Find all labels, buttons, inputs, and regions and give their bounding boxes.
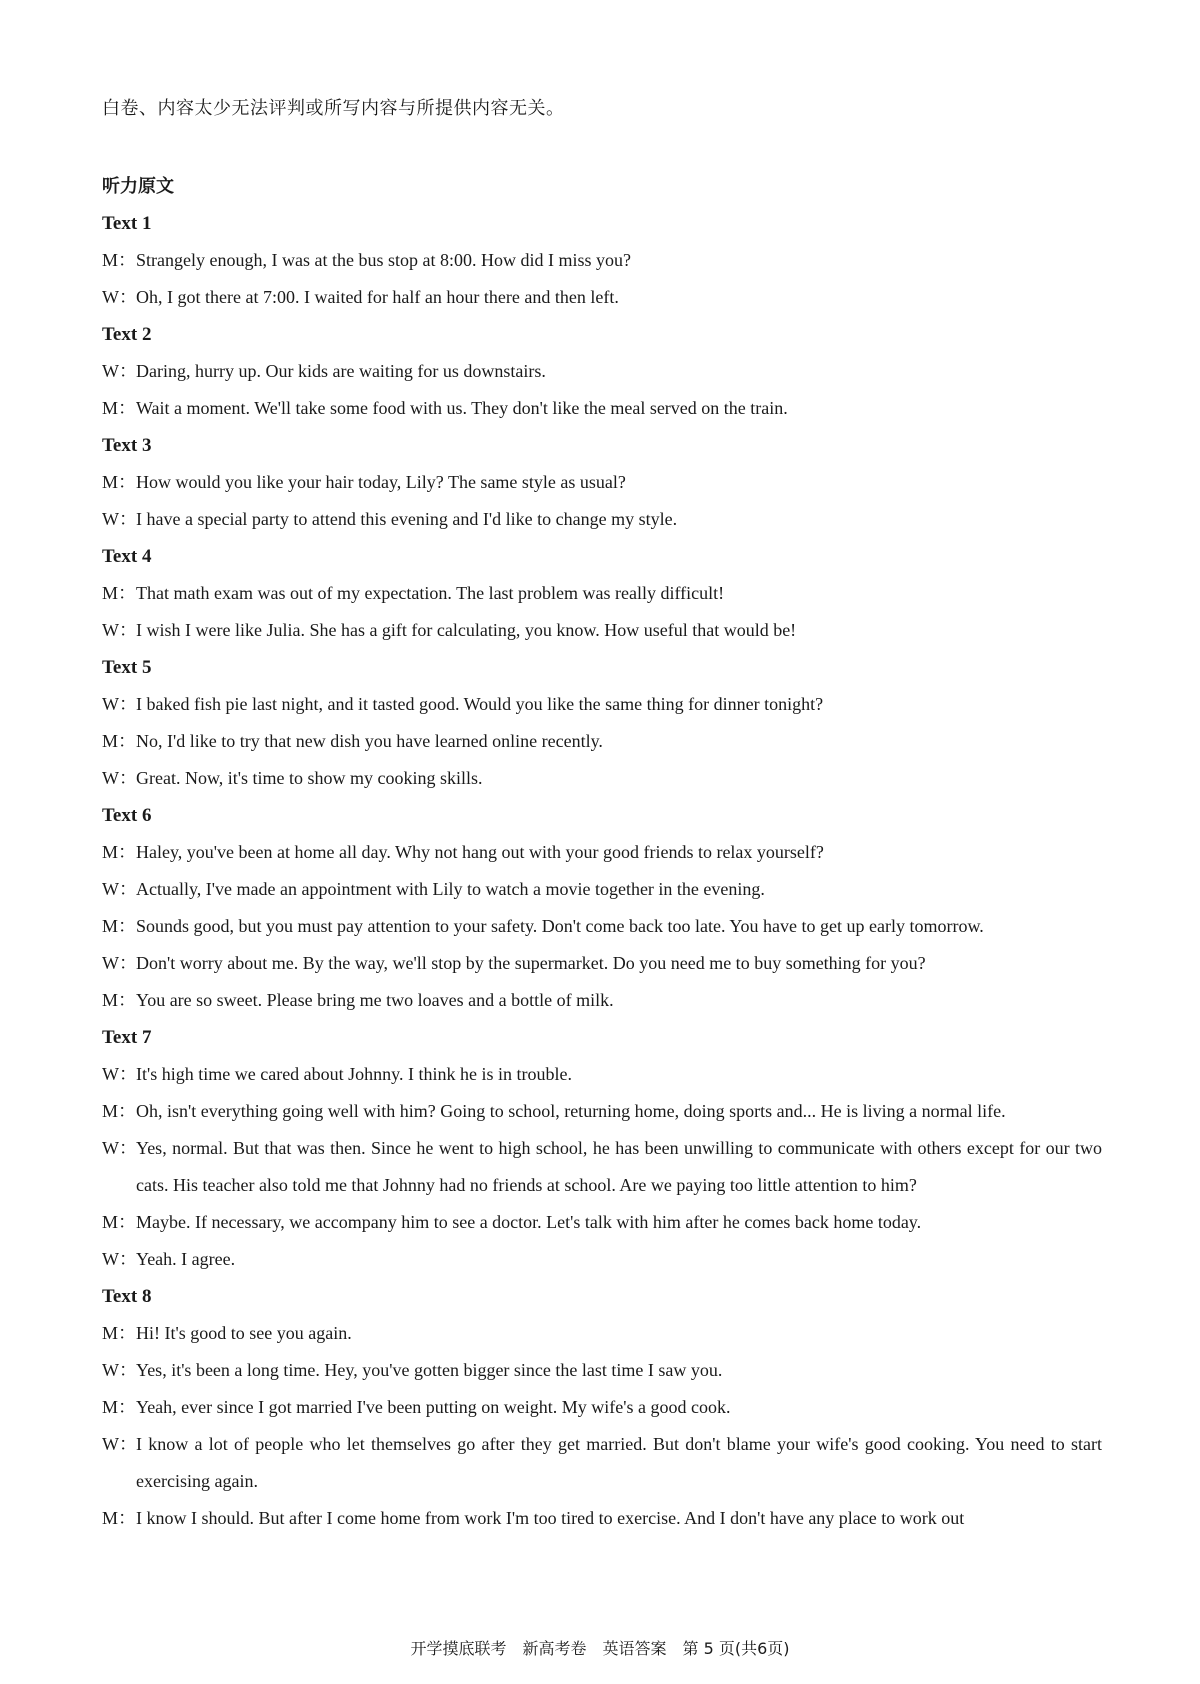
speaker-label: W： bbox=[102, 1249, 137, 1269]
dialogue-line bbox=[102, 945, 1102, 982]
dialogue-line bbox=[102, 353, 1102, 390]
utterance-text: Wait a moment. We'll take some food with us. They don't like the meal served on the train. bbox=[136, 398, 788, 418]
speaker-label: W： bbox=[102, 1360, 137, 1380]
utterance-text: Sounds good, but you must pay attention to your safety. Don't come back too late. You have to get up early tomorrow. bbox=[136, 916, 984, 936]
utterance-text: Actually, I've made an appointment with Lily to watch a movie together in the evening. bbox=[136, 879, 765, 899]
dialogue-line bbox=[102, 1500, 1102, 1537]
intro-line: 白卷、内容太少无法评判或所写内容与所提供内容无关。 bbox=[102, 98, 565, 119]
utterance-text: Don't worry about me. By the way, we'll stop by the supermarket. Do you need me to buy something for you? bbox=[136, 953, 926, 973]
dialogue-line bbox=[102, 871, 1102, 908]
utterance-text: I have a special party to attend this evening and I'd like to change my style. bbox=[136, 509, 678, 529]
text-heading: Text 5 bbox=[102, 657, 152, 678]
speaker-label: M： bbox=[102, 1323, 137, 1343]
utterance-text: Strangely enough, I was at the bus stop at 8:00. How did I miss you? bbox=[136, 250, 631, 270]
speaker-label: W： bbox=[102, 694, 137, 714]
dialogue-line bbox=[102, 982, 1102, 1019]
dialogue-line bbox=[102, 279, 1102, 316]
utterance-text: Great. Now, it's time to show my cooking skills. bbox=[136, 768, 483, 788]
speaker-label: W： bbox=[102, 768, 137, 788]
speaker-label: M： bbox=[102, 916, 137, 936]
dialogue-line bbox=[102, 1241, 1102, 1278]
dialogue-line bbox=[102, 760, 1102, 797]
text-heading: Text 3 bbox=[102, 435, 152, 456]
dialogue-line bbox=[102, 1426, 1102, 1500]
utterance-text: Hi! It's good to see you again. bbox=[136, 1323, 352, 1343]
dialogue-line bbox=[102, 723, 1102, 760]
utterance-text: Haley, you've been at home all day. Why not hang out with your good friends to relax yourself? bbox=[136, 842, 824, 862]
speaker-label: W： bbox=[102, 509, 137, 529]
utterance-text: I know a lot of people who let themselves go after they get married. But don't blame your wife's good cooking. You need to start exercising again. bbox=[136, 1434, 1102, 1491]
utterance-text: Daring, hurry up. Our kids are waiting for us downstairs. bbox=[136, 361, 546, 381]
speaker-label: W： bbox=[102, 620, 137, 640]
dialogue-line bbox=[102, 1204, 1102, 1241]
dialogue-line bbox=[102, 908, 1102, 945]
utterance-text: Maybe. If necessary, we accompany him to see a doctor. Let's talk with him after he comes back home today. bbox=[136, 1212, 922, 1232]
speaker-label: W： bbox=[102, 1434, 137, 1454]
speaker-label: M： bbox=[102, 472, 137, 492]
utterance-text: You are so sweet. Please bring me two loaves and a bottle of milk. bbox=[136, 990, 614, 1010]
speaker-label: W： bbox=[102, 1138, 137, 1158]
text-heading: Text 8 bbox=[102, 1286, 152, 1307]
dialogue-line bbox=[102, 1352, 1102, 1389]
speaker-label: W： bbox=[102, 287, 137, 307]
text-heading: Text 7 bbox=[102, 1027, 152, 1048]
utterance-text: I know I should. But after I come home from work I'm too tired to exercise. And I don't have any place to work out bbox=[136, 1508, 965, 1528]
dialogue-line bbox=[102, 1056, 1102, 1093]
utterance-text: That math exam was out of my expectation. The last problem was really difficult! bbox=[136, 583, 725, 603]
utterance-text: Yes, normal. But that was then. Since he went to high school, he has been unwilling to communicate with others except for our two cats. His teacher also told me that Johnny had no friends at school. Are we paying too little attention to him? bbox=[136, 1138, 1102, 1195]
speaker-label: W： bbox=[102, 879, 137, 899]
speaker-label: M： bbox=[102, 398, 137, 418]
page-footer: 开学摸底联考 新高考卷 英语答案 第 5 页(共6页) bbox=[410, 1639, 790, 1658]
text-heading: Text 6 bbox=[102, 805, 152, 826]
utterance-text: It's high time we cared about Johnny. I think he is in trouble. bbox=[136, 1064, 572, 1084]
speaker-label: W： bbox=[102, 361, 137, 381]
utterance-text: Yes, it's been a long time. Hey, you've gotten bigger since the last time I saw you. bbox=[136, 1360, 723, 1380]
utterance-text: Oh, I got there at 7:00. I waited for half an hour there and then left. bbox=[136, 287, 619, 307]
utterance-text: Oh, isn't everything going well with him? Going to school, returning home, doing sports and... He is living a normal life. bbox=[136, 1101, 1006, 1121]
dialogue-line bbox=[102, 464, 1102, 501]
section-title: 听力原文 bbox=[102, 176, 174, 197]
dialogue-line bbox=[102, 242, 1102, 279]
speaker-label: M： bbox=[102, 990, 137, 1010]
utterance-text: No, I'd like to try that new dish you have learned online recently. bbox=[136, 731, 603, 751]
dialogue-line bbox=[102, 834, 1102, 871]
speaker-label: M： bbox=[102, 1101, 137, 1121]
dialogue-line bbox=[102, 501, 1102, 538]
speaker-label: M： bbox=[102, 583, 137, 603]
speaker-label: M： bbox=[102, 731, 137, 751]
speaker-label: M： bbox=[102, 842, 137, 862]
text-heading: Text 2 bbox=[102, 324, 152, 345]
speaker-label: M： bbox=[102, 250, 137, 270]
text-heading: Text 1 bbox=[102, 213, 152, 234]
utterance-text: I wish I were like Julia. She has a gift for calculating, you know. How useful that would be! bbox=[136, 620, 797, 640]
dialogue-line bbox=[102, 1315, 1102, 1352]
utterance-text: How would you like your hair today, Lily? The same style as usual? bbox=[136, 472, 626, 492]
dialogue-line bbox=[102, 1130, 1102, 1204]
speaker-label: M： bbox=[102, 1508, 137, 1528]
transcript-content bbox=[102, 205, 1102, 1537]
dialogue-line bbox=[102, 390, 1102, 427]
speaker-label: W： bbox=[102, 1064, 137, 1084]
dialogue-line bbox=[102, 575, 1102, 612]
dialogue-line bbox=[102, 686, 1102, 723]
speaker-label: W： bbox=[102, 953, 137, 973]
utterance-text: Yeah, ever since I got married I've been putting on weight. My wife's a good cook. bbox=[136, 1397, 731, 1417]
dialogue-line bbox=[102, 1389, 1102, 1426]
text-heading: Text 4 bbox=[102, 546, 152, 567]
speaker-label: M： bbox=[102, 1397, 137, 1417]
utterance-text: I baked fish pie last night, and it tasted good. Would you like the same thing for dinner tonight? bbox=[136, 694, 824, 714]
speaker-label: M： bbox=[102, 1212, 137, 1232]
dialogue-line bbox=[102, 1093, 1102, 1130]
dialogue-line bbox=[102, 612, 1102, 649]
utterance-text: Yeah. I agree. bbox=[136, 1249, 236, 1269]
